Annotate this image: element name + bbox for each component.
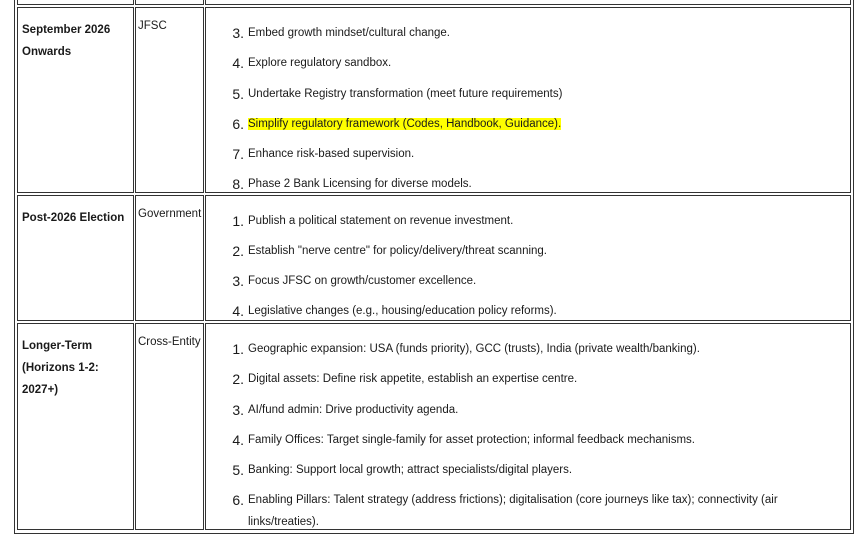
entity-cell-cross-entity bbox=[135, 323, 204, 530]
entity-label: JFSC bbox=[138, 20, 167, 32]
actions-cell-longer-term bbox=[205, 323, 851, 530]
period-cell-longer-term bbox=[17, 323, 134, 530]
period-line: (Horizons 1-2: bbox=[22, 362, 99, 374]
actions-cell-post-2026-election bbox=[205, 195, 851, 321]
item-text: Undertake Registry transformation (meet future requirements) bbox=[248, 88, 563, 100]
item-number: 3. bbox=[232, 273, 244, 289]
item-text: Focus JFSC on growth/customer excellence. bbox=[248, 275, 477, 287]
item-text: Digital assets: Define risk appetite, establish an expertise centre. bbox=[248, 373, 578, 385]
entity-cell-jfsc bbox=[135, 7, 204, 193]
item-text: Enabling Pillars: Talent strategy (address frictions); digitalisation (core journeys like tax); connectivity (air links/treaties). bbox=[248, 494, 778, 528]
period-line: 2027+) bbox=[22, 384, 59, 396]
item-text: Enhance risk-based supervision. bbox=[248, 148, 415, 160]
item-text: Embed growth mindset/cultural change. bbox=[248, 27, 450, 39]
item-text-highlighted bbox=[248, 113, 842, 135]
item-number: 1. bbox=[232, 213, 244, 229]
item-number: 8. bbox=[232, 176, 244, 192]
item-number: 1. bbox=[232, 341, 244, 357]
period-line: Post-2026 Election bbox=[22, 212, 125, 224]
entity-label: Government bbox=[138, 208, 202, 220]
item-number: 2. bbox=[232, 243, 244, 259]
period-line: September 2026 bbox=[22, 24, 111, 36]
item-text: Banking: Support local growth; attract specialists/digital players. bbox=[248, 464, 573, 476]
item-text: Establish "nerve centre" for policy/delivery/threat scanning. bbox=[248, 245, 548, 257]
item-text: Family Offices: Target single-family for asset protection; informal feedback mechanisms. bbox=[248, 434, 695, 446]
period-line: Longer-Term bbox=[22, 340, 93, 352]
item-number: 4. bbox=[232, 303, 244, 319]
item-number: 3. bbox=[232, 25, 244, 41]
item-text: Publish a political statement on revenue investment. bbox=[248, 215, 514, 227]
item-number: 5. bbox=[232, 86, 244, 102]
item-text: Explore regulatory sandbox. bbox=[248, 57, 392, 69]
item-text: AI/fund admin: Drive productivity agenda. bbox=[248, 404, 459, 416]
item-number: 6. bbox=[232, 116, 244, 132]
item-text: Phase 2 Bank Licensing for diverse models. bbox=[248, 178, 472, 190]
item-number: 4. bbox=[232, 55, 244, 71]
item-number: 2. bbox=[232, 371, 244, 387]
item-number: 3. bbox=[232, 402, 244, 418]
period-cell-september-2026 bbox=[17, 7, 134, 193]
period-line: Onwards bbox=[22, 46, 72, 58]
item-number: 7. bbox=[232, 146, 244, 162]
timeline-table bbox=[14, 0, 854, 534]
item-text: Geographic expansion: USA (funds priority), GCC (trusts), India (private wealth/banking). bbox=[248, 343, 700, 355]
item-number: 6. bbox=[232, 492, 244, 508]
partial-period-cell bbox=[17, 0, 134, 5]
entity-label: Cross-Entity bbox=[138, 336, 201, 348]
partial-entity-cell bbox=[135, 0, 204, 5]
entity-cell-government bbox=[135, 195, 204, 321]
highlight-marker: Simplify regulatory framework (Codes, Handbook, Guidance). bbox=[248, 118, 562, 130]
period-cell-post-2026-election bbox=[17, 195, 134, 321]
item-number: 5. bbox=[232, 462, 244, 478]
item-text: Legislative changes (e.g., housing/education policy reforms). bbox=[248, 305, 557, 317]
partial-actions-cell bbox=[205, 0, 851, 5]
item-number: 4. bbox=[232, 432, 244, 448]
actions-cell-september-2026 bbox=[205, 7, 851, 193]
